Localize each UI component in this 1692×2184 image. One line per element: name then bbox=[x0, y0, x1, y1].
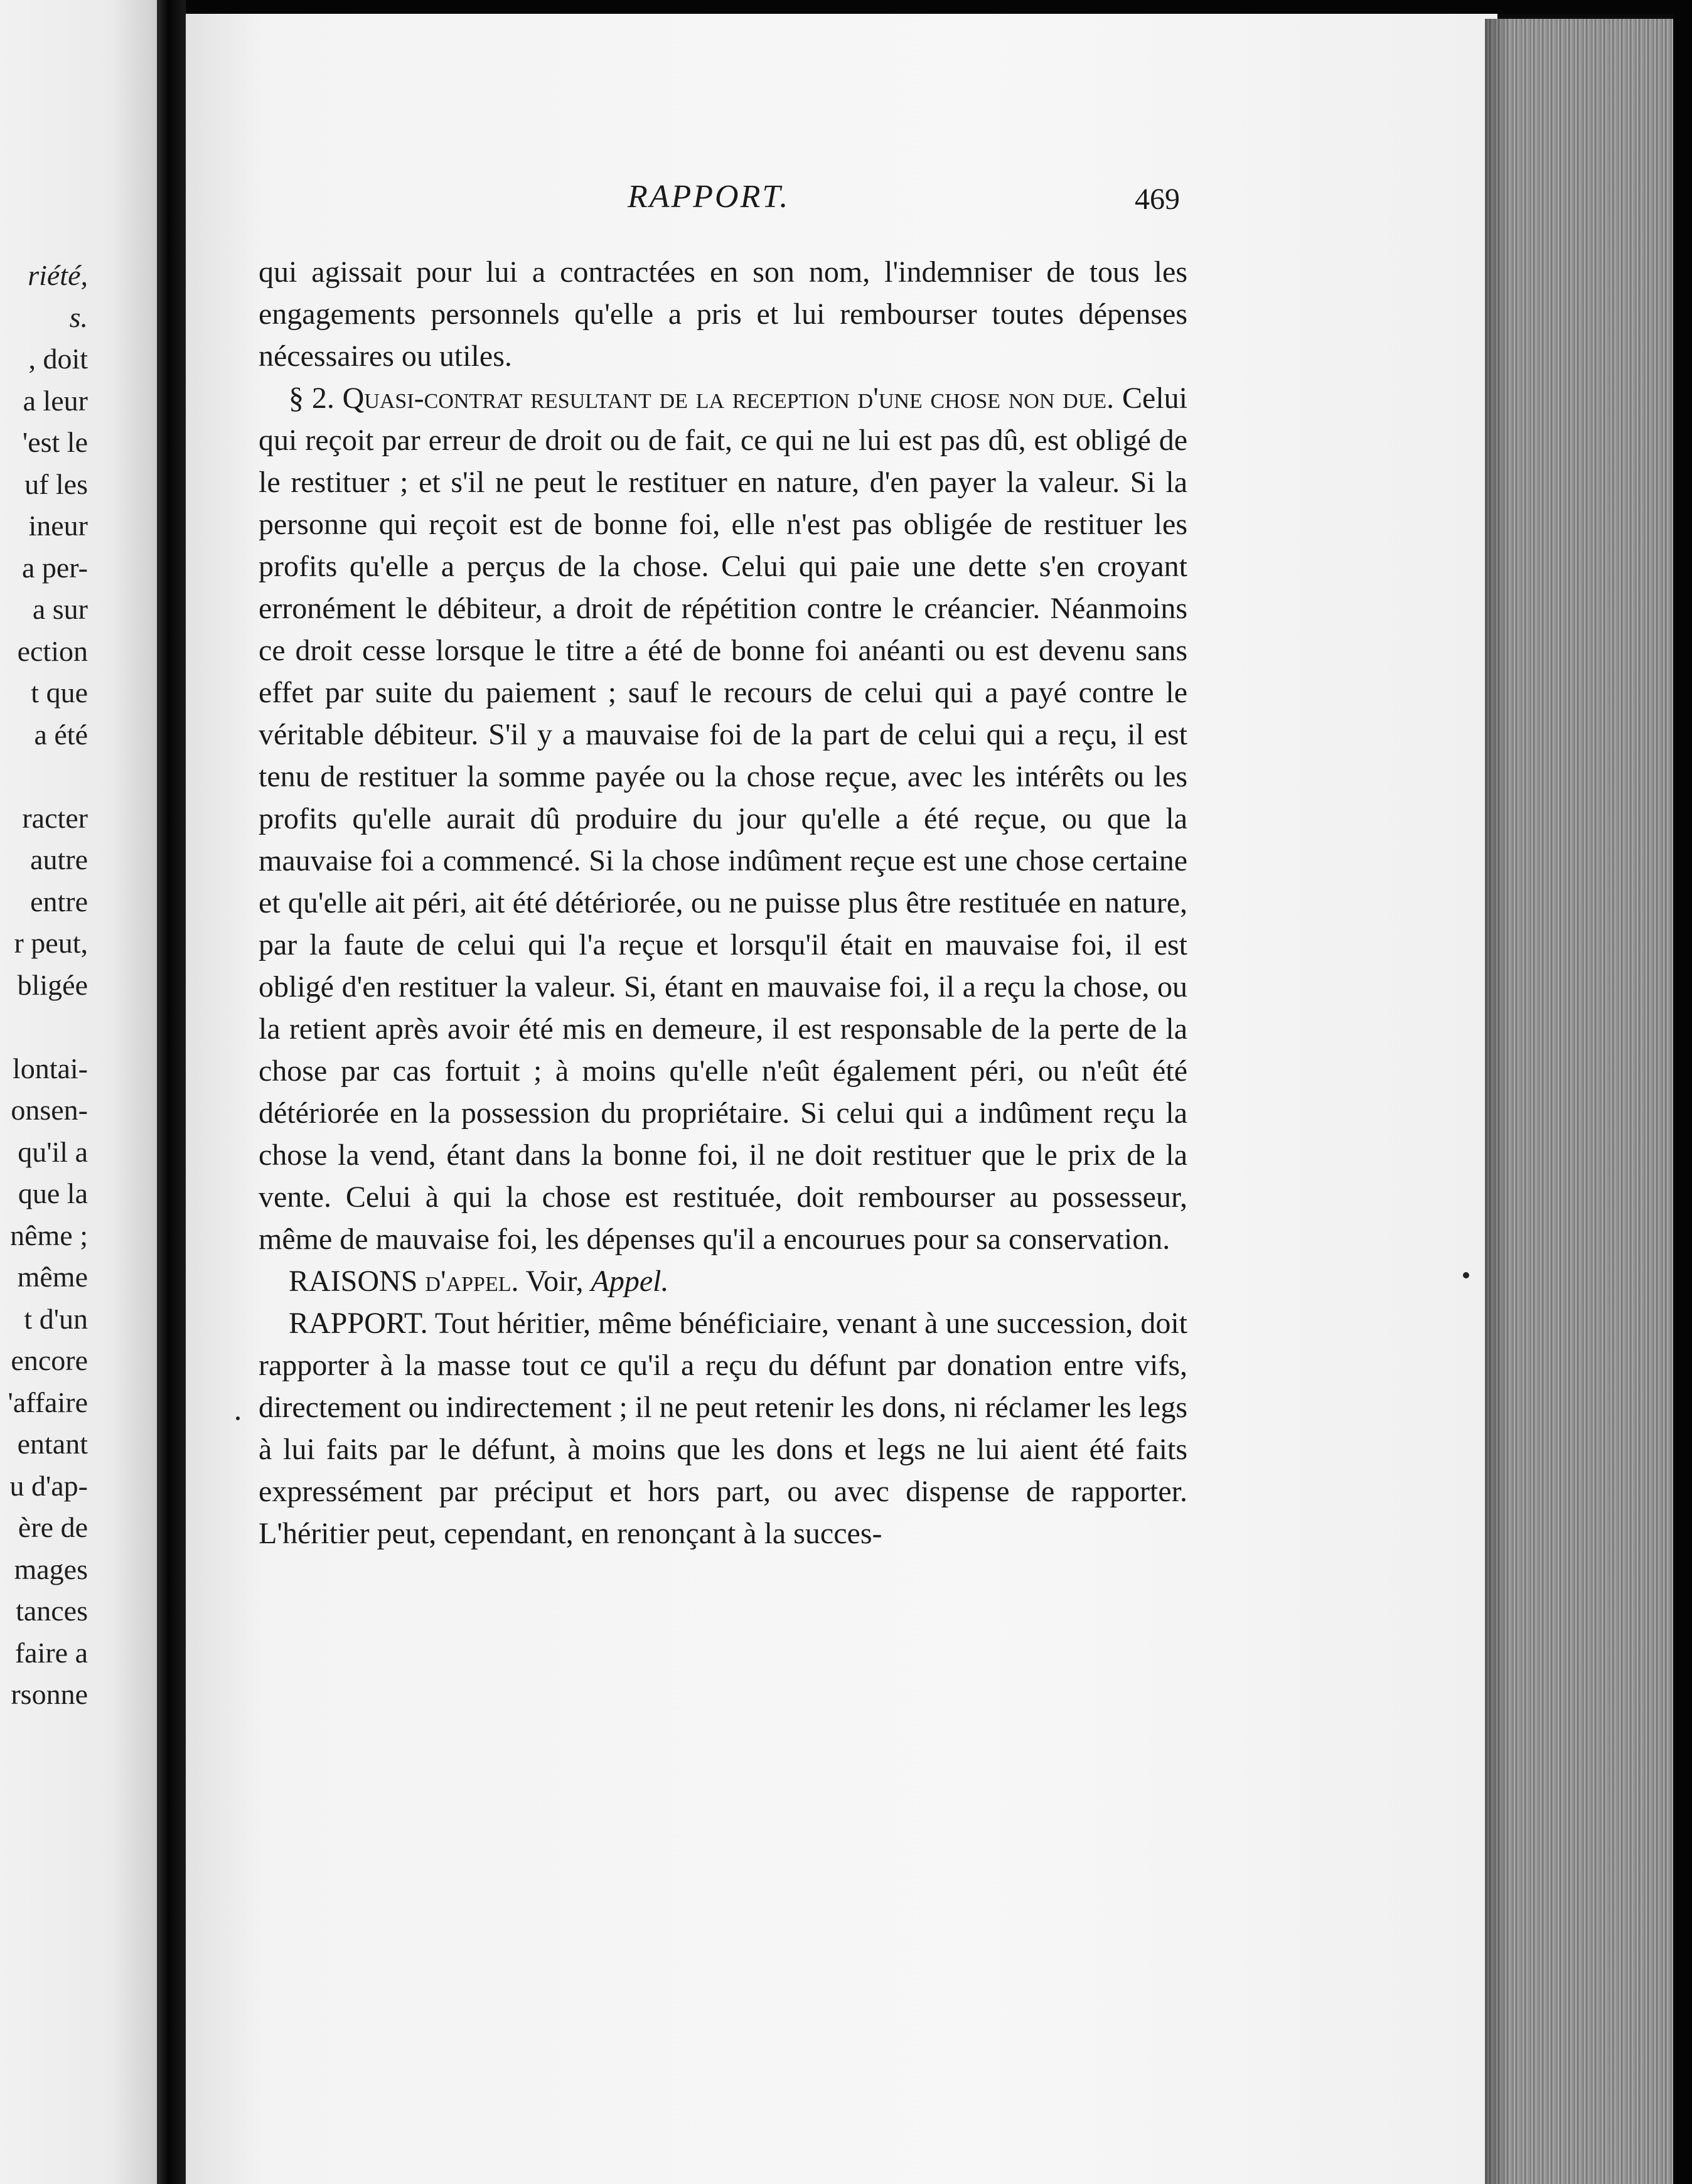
left-page-line: ère de bbox=[18, 1511, 88, 1543]
left-page-line: riété, bbox=[28, 259, 88, 291]
section-text: Celui qui reçoit par erreur de droit ou de fait, ce qui ne lui est pas dû, est obligé de le restituer ; et s'il ne peut le restituer en nature, d'en payer la valeur. Si la personne qui reçoit est de bonne foi, elle n'est pas obligée de restituer les profits qu'elle a perçus de la chose. Celui qui paie une dette s'en croyant erronément le débiteur, a droit de répétition contre le créancier. Néanmoins ce droit cesse lorsque le titre a été de bonne foi anéanti ou est devenu sans effet par suite du paiement ; sauf le recours de celui qui a payé contre le véritable débiteur. S'il y a mauvaise foi de la part de celui qui a reçu, il est tenu de restituer la somme payée ou la chose reçue, avec les intérêts ou les profits qu'elle aurait dû produire du jour qu'elle a été reçue, ou que la mauvaise foi a commencé. Si la chose indûment reçue est une chose certaine et qu'elle ait péri, ait été détériorée, ou ne puisse plus être restituée en nature, par la faute de celui qui l'a reçue et lorsqu'il était en mauvaise foi, il est obligé d'en restituer la valeur. Si, étant en mauvaise foi, il a reçu la chose, ou la retient après avoir été mis en demeure, il est responsable de la perte de la chose par cas fortuit ; à moins qu'elle n'eût également péri, ou n'eût été détériorée en la possession du propriétaire. Si celui qui a indûment reçu la chose la vend, étant dans la bonne foi, il ne doit restituer que le prix de la vente. Celui à qui la chose est restituée, doit rembourser au possesseur, même de mauvaise foi, les dépenses qu'il a encourues pour sa conservation. bbox=[259, 382, 1188, 1256]
scan-right-border bbox=[1673, 0, 1692, 2184]
left-page-line: a leur bbox=[23, 384, 88, 417]
left-page-line: a per- bbox=[21, 551, 88, 584]
left-page-line: racter bbox=[22, 801, 88, 834]
left-page-line: uf les bbox=[24, 468, 88, 500]
left-page-line: que la bbox=[18, 1177, 88, 1209]
left-page-line: onsen- bbox=[11, 1094, 88, 1126]
left-page-line: nême ; bbox=[10, 1219, 88, 1251]
left-page-line: a sur bbox=[32, 593, 88, 625]
left-page-line: entant bbox=[17, 1428, 88, 1460]
left-page-line: s. bbox=[69, 301, 88, 333]
left-page-line bbox=[0, 171, 88, 213]
left-page-line: qu'il a bbox=[18, 1135, 88, 1168]
left-page-line: t que bbox=[31, 677, 88, 709]
left-page-text bbox=[0, 88, 88, 1716]
left-page-line: rsonne bbox=[11, 1678, 88, 1710]
left-page-line: u d'ap- bbox=[9, 1469, 88, 1502]
entry-term-small: d'appel. bbox=[425, 1265, 519, 1298]
left-page-line: bligée bbox=[17, 968, 88, 1001]
left-page-line: entre bbox=[30, 885, 88, 918]
left-page-line bbox=[0, 213, 88, 255]
left-page-line bbox=[0, 1006, 88, 1048]
section-mark: § 2. bbox=[289, 382, 335, 415]
left-page-line: mages bbox=[14, 1553, 88, 1585]
page-number: 469 bbox=[1135, 183, 1180, 216]
running-header bbox=[186, 178, 1497, 222]
book-gutter bbox=[157, 0, 186, 2184]
paragraph-continuation: qui agissait pour lui a contractées en son nom, l'indemniser de tous les engagements personnels qu'elle a pris et lui rembourser toutes dépenses nécessaires ou utiles. bbox=[259, 255, 1187, 373]
left-page-line: r peut, bbox=[14, 927, 88, 959]
left-page-line bbox=[0, 88, 88, 130]
left-page-line: , doit bbox=[28, 343, 88, 375]
scan-speck bbox=[1463, 1272, 1469, 1278]
page-block-edge bbox=[1485, 19, 1673, 2184]
left-page-line: ineur bbox=[28, 510, 88, 542]
header-title: RAPPORT. bbox=[628, 179, 790, 215]
left-page-line: tances bbox=[16, 1595, 88, 1627]
scan-top-border bbox=[0, 0, 1692, 14]
left-page-line: ection bbox=[17, 634, 88, 667]
entry-cross-reference: Appel. bbox=[591, 1265, 669, 1298]
left-page-line: même bbox=[17, 1261, 88, 1293]
paragraph-section-2 bbox=[259, 377, 1187, 1260]
entry-see: Voir, bbox=[525, 1265, 584, 1298]
page-edge-shadow bbox=[1485, 19, 1510, 2184]
entry-term: RAISONS bbox=[289, 1265, 418, 1298]
left-page-line: 'affaire bbox=[8, 1386, 88, 1418]
left-page-line: 'est le bbox=[22, 426, 88, 458]
left-page-line bbox=[0, 130, 88, 172]
left-page-line: autre bbox=[30, 843, 88, 875]
left-page-line: faire a bbox=[14, 1636, 88, 1669]
entry-text: Tout héritier, même bénéficiaire, venant à une succession, doit rapporter à la masse tout ce qu'il a reçu du défunt par donation entre vifs, directement ou indirectement ; il ne peut retenir les dons, ni réclamer les legs à lui faits par le défunt, à moins que les dons et legs ne lui aient été faits expressément par préciput et hors part, ou avec dispense de rapporter. L'héritier peut, cependant, en renonçant à la succes- bbox=[259, 1307, 1188, 1550]
left-page-line bbox=[0, 756, 88, 798]
entry-rapport bbox=[259, 1302, 1187, 1555]
left-page-line: t d'un bbox=[24, 1302, 88, 1335]
right-page bbox=[186, 14, 1497, 2184]
left-page bbox=[0, 0, 157, 2184]
entry-term: RAPPORT. bbox=[289, 1307, 428, 1340]
entry-raisons-dappel bbox=[259, 1260, 1187, 1302]
scan-speck bbox=[236, 1416, 240, 1420]
left-page-line: encore bbox=[11, 1344, 88, 1376]
left-page-line: a été bbox=[34, 718, 88, 751]
page-body bbox=[259, 251, 1187, 1555]
left-page-line: lontai- bbox=[12, 1052, 88, 1084]
section-heading: Quasi-contrat resultant de la reception d'une chose non due. bbox=[342, 382, 1115, 415]
